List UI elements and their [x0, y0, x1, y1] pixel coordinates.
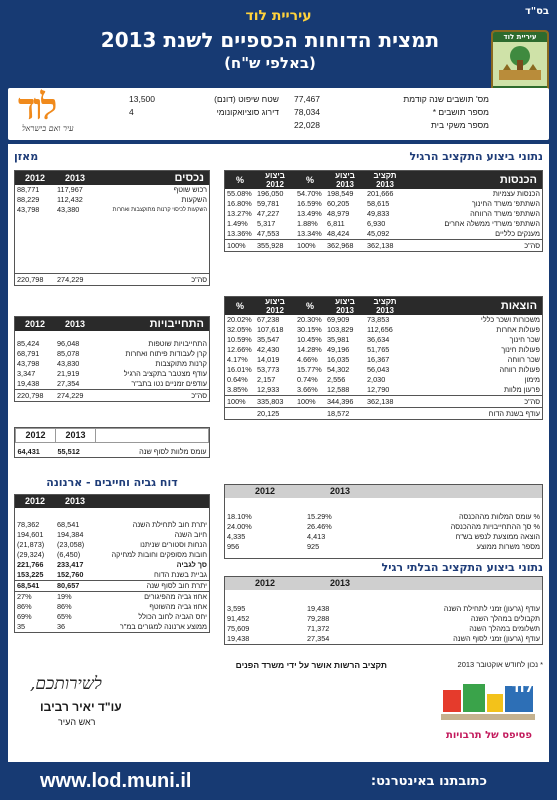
- assets-total-row: סה"כ 274,229 220,798: [17, 274, 207, 284]
- brand-tagline: עיר ואם בישראל: [22, 124, 74, 133]
- stat-row: מספר משקי בית 22,028: [294, 120, 489, 130]
- stats-left: [129, 93, 279, 119]
- income-total-row: סה"כ 362,138 362,968 100% 355,928 100%: [227, 241, 540, 250]
- liabilities-row: התחייבויות שוטפות 96,048 85,424: [17, 339, 207, 348]
- mayor-title: ראש העיר: [58, 717, 96, 727]
- footnote-approval: תקציב הרשות אושר על ידי משרד הפנים: [235, 660, 387, 670]
- expense-row: פעולות רווחה 56,043 54,302 15.77% 53,773 16.01%: [227, 365, 540, 374]
- collection-header-row: 2013 2012: [15, 495, 209, 508]
- assets-row: השקעות 112,432 88,229: [17, 195, 207, 204]
- dev-budget-section-title: נתוני ביצוע התקציב הבלתי רגיל: [381, 561, 543, 574]
- collection-row: חיוב השנה 194,384 194,601: [17, 530, 207, 539]
- collection-row: גביית בשנת הדוח 152,760 153,225: [17, 570, 207, 579]
- ratios-row: הוצאה ממוצעת לנפש בש"ח 4,413 4,335: [227, 532, 540, 541]
- income-row: השתתפ' משרד הרווחה 49,833 48,979 13.49% 47,227 13.27%: [227, 209, 540, 218]
- collection-row: אחוז גביה מהפיגורים 19% 27%: [17, 592, 207, 601]
- liabilities-row: קרן לעבודות פיתוח ואחרות 85,078 68,791: [17, 349, 207, 358]
- income-row: השתתפ' משרד החינוך 58,615 60,205 16.59% 59,781 16.80%: [227, 199, 540, 208]
- income-row: מענקים כלליים 45,092 48,424 13.34% 47,553 13.36%: [227, 229, 540, 238]
- dev-budget-header-row: 2013 2012: [225, 577, 542, 590]
- dev-budget-row: עודף (גרעון) זמני לסוף השנה 27,354 19,438: [227, 634, 540, 643]
- ratios-table: [224, 484, 543, 559]
- ratios-header-row: 2013 2012: [225, 485, 542, 498]
- emblem-art: [493, 42, 547, 86]
- website-link[interactable]: www.lod.muni.il: [40, 770, 192, 792]
- stats-panel: [8, 88, 549, 140]
- expense-total-row: סה"כ 362,138 344,396 100% 335,803 100%: [227, 397, 540, 406]
- culture-logo-text: לוד: [511, 680, 533, 696]
- website-bar: [0, 766, 557, 800]
- loans-header-row: 2013 2012: [16, 429, 209, 443]
- loans-row: עומס מלוות לסוף שנה 55,512 64,431: [17, 446, 207, 456]
- collection-table: [14, 494, 210, 633]
- expense-row: שכר רווחה 16,367 16,035 4.66% 14,019 4.17%: [227, 355, 540, 364]
- ratios-row: מספר משרות ממוצע 925 956: [227, 542, 540, 551]
- assets-row: השקעות לכיסוי קרנות מתוקצבות ואחרות 43,380 43,798: [17, 205, 207, 214]
- collection-row: יתרת חוב לסוף שנה 80,657 68,541: [17, 581, 207, 590]
- stats-right: [294, 93, 489, 132]
- emblem-top-text: עיריית לוד: [493, 32, 547, 42]
- collection-row: יחס הגביה לחוב הכולל 65% 69%: [17, 612, 207, 621]
- stat-row: דירוג סוציואקונומי 4: [129, 107, 279, 117]
- dev-budget-table: [224, 576, 543, 645]
- ratios-row: % סך ההתחייבויות מההכנסה 26.46% 24.00%: [227, 522, 540, 531]
- brand-logo: לוד: [18, 86, 56, 128]
- stat-row: מספר תושבים * 78,034: [294, 107, 489, 117]
- budget-section-title: נתוני ביצוע התקציב הרגיל: [409, 150, 543, 163]
- liabilities-header-row: התחייבויות 2013 2012: [15, 317, 209, 331]
- expense-table: [224, 296, 543, 420]
- liabilities-row: עודפים זמניים נטו בתב"ר 27,354 19,438: [17, 379, 207, 388]
- expense-header-row: הוצאות תקציב 2013 ביצוע 2013 % ביצוע 2012 %: [225, 297, 542, 315]
- liabilities-total-row: סה"כ 274,229 220,798: [17, 391, 207, 400]
- liabilities-table: [14, 316, 210, 402]
- signoff-greeting: לשירותכם,: [30, 674, 102, 694]
- expense-row: פעולות חינוך 51,765 49,196 14.28% 42,430 12.66%: [227, 345, 540, 354]
- expense-row: משכורות ושכר כללי 73,853 69,909 20.30% 67,238 20.02%: [227, 315, 540, 324]
- assets-header-row: נכסים 2013 2012: [15, 171, 209, 185]
- ratios-row: % עומס המלוות מההכנסה 15.29% 18.10%: [227, 512, 540, 521]
- collection-row: חובות מסופקים וחובות למחיקה (6,450) (29,324): [17, 550, 207, 559]
- collection-row: יתרת חוב לתחילת השנה 68,541 78,362: [17, 520, 207, 529]
- culture-logo: [439, 676, 539, 754]
- stat-row: שטח שיפוט (דונם) 13,500: [129, 94, 279, 104]
- loans-table: [14, 427, 210, 458]
- culture-logo-caption: פסיפס של תרבויות: [446, 730, 532, 741]
- page-subtitle: (באלפי ש"ח): [224, 54, 316, 72]
- expense-row: מימון 2,030 2,556 0.74% 2,157 0.64%: [227, 375, 540, 384]
- dev-budget-row: תשלומים במהלך השנה 71,372 75,609: [227, 624, 540, 633]
- collection-row: ממוצע ארנונה למגורים במ"ר 36 35: [17, 622, 207, 631]
- dev-budget-row: עודף (גרעון) זמני לתחילת השנה 19,438 3,595: [227, 604, 540, 613]
- liabilities-row: קרנות מתוקצבות 43,830 43,798: [17, 359, 207, 368]
- income-row: הכנסות עצמיות 201,666 198,549 54.70% 196,050 55.08%: [227, 189, 540, 198]
- assets-table: [14, 170, 210, 286]
- expense-row: שכר חינוך 36,634 35,981 10.45% 35,547 10.59%: [227, 335, 540, 344]
- collection-row: הנחות וסטורים שניתנו (23,058) (21,873): [17, 540, 207, 549]
- page-title: תמצית הדוחות הכספיים לשנת 2013: [100, 28, 440, 52]
- collection-row: סך לגביה 233,417 221,766: [17, 560, 207, 569]
- website-label: כתובתנו באינטרנט:: [370, 774, 487, 789]
- income-table: [224, 170, 543, 252]
- expense-row: פעולות אחרות 112,656 103,829 30.15% 107,618 32.05%: [227, 325, 540, 334]
- stat-row: מס' תושבים שנה קודמת 77,467: [294, 94, 489, 104]
- income-header-row: הכנסות תקציב 2013 ביצוע 2013 % ביצוע 2012 %: [225, 171, 542, 189]
- corner-mark: בס"ד: [525, 6, 549, 17]
- dev-budget-row: תקבולים במהלך השנה 79,288 91,452: [227, 614, 540, 623]
- collection-section-title: דוח גביה וחייבים - ארנונה: [46, 476, 178, 489]
- city-heading: עיריית לוד: [245, 8, 312, 24]
- surplus-row: עודף בשנת הדוח 18,572 20,125: [225, 408, 542, 420]
- collection-row: אחוז גביה מהשוטף 86% 86%: [17, 602, 207, 611]
- footnote-date: * נכון לחודש אוקטובר 2013: [457, 660, 543, 669]
- expense-row: פרעון מלוות 12,790 12,588 3.66% 12,933 3.85%: [227, 385, 540, 394]
- income-row: השתתפ' משרדי ממשלה אחרים 6,930 6,811 1.88% 5,317 1.49%: [227, 219, 540, 228]
- assets-row: רכוש שוטף 117,967 88,771: [17, 185, 207, 194]
- mayor-name: עו"ד יאיר רביבו: [40, 700, 122, 714]
- balance-section-title: מאזן: [14, 150, 39, 163]
- liabilities-row: עודף מצטבר בתקציב הרגיל 21,919 3,347: [17, 369, 207, 378]
